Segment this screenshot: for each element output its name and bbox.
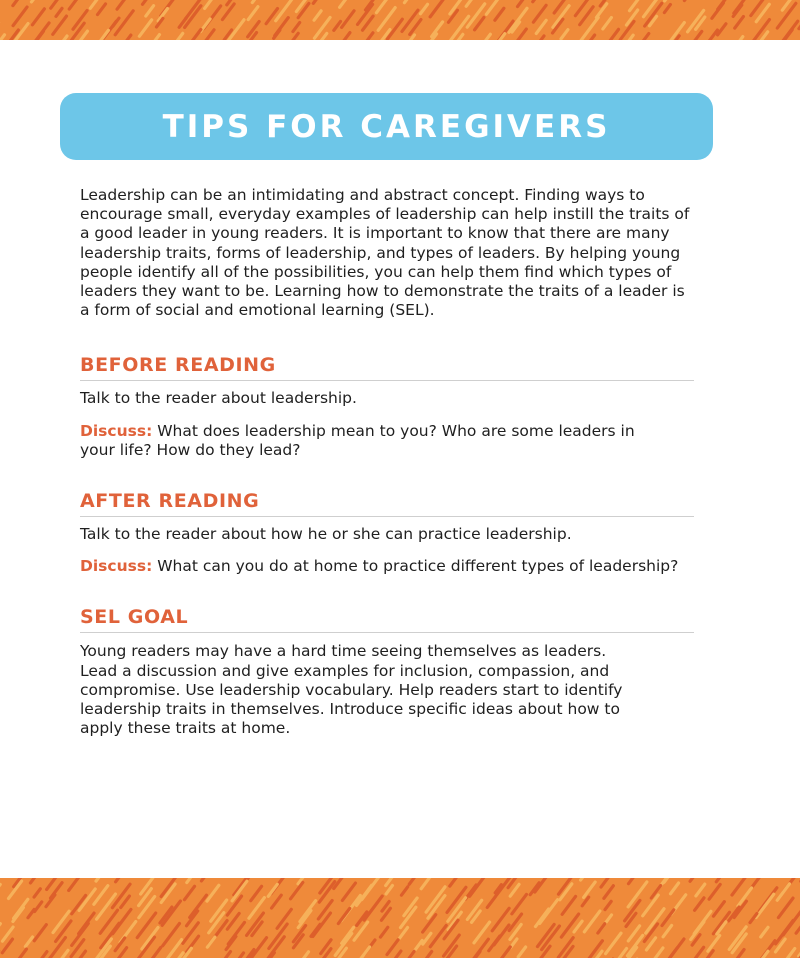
- stripe-dash: [201, 878, 208, 881]
- stripe-dash: [757, 951, 768, 958]
- stripe-dash: [248, 7, 258, 20]
- discuss-text: What does leadership mean to you? Who are some leaders in your life? How do they lead?: [80, 421, 635, 459]
- stripe-dash: [734, 37, 742, 40]
- stripe-dash: [472, 34, 490, 40]
- stripe-dash: [410, 20, 421, 35]
- after-reading-heading: AFTER READING: [80, 490, 694, 517]
- stripe-dash: [55, 950, 68, 958]
- stripe-dash: [751, 20, 770, 40]
- stripe-dash: [430, 925, 446, 946]
- stripe-dash: [751, 878, 762, 888]
- stripe-dash: [553, 926, 559, 934]
- stripe-dash: [475, 17, 484, 29]
- stripe-dash: [664, 5, 670, 13]
- stripe-dash: [584, 911, 600, 932]
- stripe-dash: [665, 0, 671, 1]
- stripe-dash: [489, 936, 500, 951]
- bottom-stripe-pattern: [0, 878, 800, 958]
- before-reading-section: [80, 354, 694, 460]
- stripe-dash: [708, 935, 720, 951]
- stripe-dash: [709, 884, 720, 899]
- stripe-dash: [386, 878, 397, 886]
- stripe-dash: [380, 927, 387, 937]
- before-reading-discuss: [80, 422, 694, 460]
- stripe-dash: [510, 884, 519, 896]
- stripe-dash: [581, 878, 590, 880]
- stripe-dash: [118, 35, 131, 40]
- stripe-dash: [400, 35, 415, 40]
- stripe-dash: [780, 21, 798, 40]
- stripe-dash: [512, 894, 527, 913]
- stripe-dash: [716, 878, 724, 882]
- stripe-dash: [533, 0, 539, 2]
- stripe-dash: [359, 947, 369, 958]
- stripe-dash: [33, 31, 43, 40]
- stripe-dash: [694, 947, 703, 958]
- stripe-dash: [423, 933, 431, 944]
- stripe-dash: [518, 0, 530, 7]
- stripe-dash: [300, 901, 316, 922]
- stripe-dash: [342, 883, 355, 900]
- stripe-dash: [574, 921, 582, 932]
- stripe-dash: [34, 925, 46, 941]
- before-reading-text: Talk to the reader about leadership.: [80, 389, 357, 408]
- stripe-dash: [430, 0, 449, 17]
- stripe-dash: [684, 0, 692, 1]
- after-reading-section: [80, 490, 694, 576]
- stripe-dash: [69, 0, 79, 9]
- stripe-dash: [421, 878, 431, 889]
- stripe-dash: [670, 883, 678, 894]
- stripe-dash: [561, 914, 578, 937]
- stripe-dash: [69, 878, 83, 890]
- stripe-dash: [713, 902, 724, 917]
- stripe-dash: [49, 36, 67, 40]
- content-area: [80, 186, 694, 738]
- sel-goal-section: [80, 606, 694, 738]
- stripe-dash: [604, 29, 619, 40]
- before-reading-heading: BEFORE READING: [80, 354, 694, 381]
- stripe-dash: [207, 885, 219, 901]
- stripe-dash: [314, 17, 330, 38]
- stripe-dash: [495, 8, 504, 20]
- stripe-dash: [364, 33, 373, 40]
- stripe-dash: [409, 878, 421, 884]
- stripe-dash: [536, 20, 546, 33]
- stripe-dash: [143, 35, 159, 40]
- stripe-dash: [340, 0, 349, 7]
- stripe-dash: [190, 895, 207, 917]
- stripe-dash: [533, 5, 546, 22]
- stripe-dash: [294, 952, 308, 958]
- stripe-dash: [32, 9, 44, 25]
- discuss-label: Discuss:: [80, 557, 153, 576]
- stripe-dash: [470, 878, 486, 896]
- stripe-dash: [695, 898, 704, 910]
- stripe-dash: [164, 33, 183, 40]
- stripe-dash: [668, 948, 677, 958]
- stripe-dash: [13, 7, 27, 26]
- stripe-dash: [779, 949, 795, 958]
- stripe-dash: [115, 938, 125, 951]
- stripe-dash: [272, 895, 282, 908]
- stripe-dash: [137, 937, 155, 958]
- stripe-dash: [487, 897, 495, 908]
- stripe-dash: [712, 3, 723, 18]
- stripe-dash: [25, 937, 32, 947]
- stripe-dash: [313, 0, 321, 3]
- stripe-dash: [227, 20, 244, 40]
- stripe-dash: [207, 937, 215, 947]
- stripe-dash: [31, 0, 39, 2]
- stripe-dash: [598, 924, 605, 933]
- stripe-dash: [376, 0, 387, 13]
- stripe-dash: [0, 35, 5, 40]
- stripe-dash: [139, 20, 151, 36]
- stripe-dash: [760, 941, 775, 958]
- stripe-dash: [13, 0, 24, 6]
- stripe-dash: [212, 952, 230, 958]
- stripe-dash: [364, 896, 382, 920]
- title-banner: [60, 93, 713, 160]
- intro-paragraph: Leadership can be an intimidating and abstract concept. Finding ways to encourage small, everyday examples of leadership can help instill the traits of a good leader in young readers. It is important to know that there are many leadership traits, forms of leadership, and types of leaders. By helping young people identify all of the possibilities, you can help them find which types of leaders they want to be. Learning how to demonstrate the traits of a leader is a form of social and emotional learning (SEL).: [80, 186, 690, 320]
- after-reading-text: Talk to the reader about how he or she can practice leadership.: [80, 525, 572, 544]
- sel-goal-text: Young readers may have a hard time seeing themselves as leaders. Lead a discussion and give examples for inclusion, compassion, and compromise. Use leadership vocabulary. Help readers start to identify leadership traits in themselves. Introduce specific ideas about how to apply these traits at home.: [80, 642, 623, 738]
- stripe-dash: [8, 949, 26, 958]
- stripe-dash: [229, 953, 244, 958]
- stripe-dash: [204, 30, 214, 40]
- stripe-dash: [420, 951, 432, 958]
- stripe-dash: [115, 11, 133, 35]
- stripe-dash: [535, 909, 548, 926]
- stripe-dash: [735, 17, 744, 29]
- stripe-dash: [90, 0, 98, 8]
- stripe-dash: [30, 878, 38, 883]
- stripe-dash: [605, 901, 611, 909]
- stripe-dash: [663, 925, 672, 936]
- stripe-dash: [420, 4, 427, 13]
- stripe-dash: [342, 11, 354, 28]
- stripe-dash: [189, 30, 201, 40]
- stripe-dash: [777, 884, 789, 900]
- stripe-dash: [401, 887, 407, 895]
- stripe-dash: [387, 940, 398, 955]
- stripe-dash: [444, 920, 458, 939]
- stripe-dash: [121, 896, 130, 908]
- stripe-dash: [693, 31, 702, 40]
- stripe-dash: [696, 884, 705, 896]
- stripe-dash: [404, 0, 411, 3]
- discuss-label: Discuss:: [80, 421, 153, 440]
- stripe-dash: [56, 8, 62, 16]
- stripe-dash: [268, 884, 277, 896]
- stripe-dash: [184, 886, 194, 899]
- stripe-dash: [35, 902, 42, 912]
- stripe-dash: [98, 4, 106, 15]
- stripe-dash: [664, 878, 674, 882]
- stripe-dash: [561, 30, 568, 39]
- stripe-dash: [289, 33, 299, 40]
- stripe-dash: [53, 16, 67, 34]
- stripe-dash: [761, 927, 768, 937]
- stripe-dash: [707, 30, 718, 40]
- stripe-dash: [628, 926, 639, 941]
- stripe-dash: [646, 938, 655, 950]
- stripe-dash: [778, 898, 793, 917]
- stripe-dash: [118, 948, 127, 958]
- sel-goal-heading: SEL GOAL: [80, 606, 694, 633]
- stripe-dash: [662, 910, 674, 926]
- stripe-dash: [486, 0, 498, 14]
- stripe-dash: [604, 886, 613, 899]
- stripe-dash: [34, 889, 40, 897]
- stripe-dash: [33, 952, 46, 958]
- stripe-dash: [116, 878, 126, 882]
- stripe-dash: [334, 21, 341, 30]
- top-stripe-pattern: [0, 0, 800, 40]
- stripe-dash: [450, 878, 458, 886]
- stripe-dash: [648, 948, 663, 958]
- stripe-dash: [378, 8, 395, 31]
- after-reading-discuss: [80, 557, 694, 576]
- stripe-dash: [252, 0, 261, 3]
- stripe-dash: [642, 34, 649, 40]
- stripe-dash: [314, 11, 321, 20]
- stripe-dash: [629, 878, 640, 884]
- stripe-dash: [222, 4, 234, 20]
- stripe-dash: [584, 882, 596, 897]
- stripe-dash: [293, 23, 300, 32]
- top-decorative-band: [0, 0, 800, 40]
- stripe-dash: [630, 0, 641, 11]
- stripe-dash: [386, 885, 392, 894]
- stripe-dash: [187, 878, 196, 883]
- bottom-decorative-band: [0, 878, 800, 958]
- stripe-dash: [338, 908, 349, 923]
- stripe-dash: [606, 933, 621, 954]
- stripe-dash: [496, 947, 510, 958]
- stripe-dash: [205, 0, 216, 8]
- stripe-dash: [537, 36, 544, 40]
- stripe-dash: [117, 0, 130, 9]
- stripe-dash: [251, 886, 262, 900]
- stripe-dash: [518, 947, 525, 957]
- stripe-dash: [276, 0, 294, 21]
- stripe-dash: [336, 33, 350, 40]
- stripe-dash: [690, 878, 696, 881]
- stripe-dash: [162, 901, 180, 925]
- stripe-dash: [143, 0, 150, 4]
- stripe-dash: [146, 6, 154, 16]
- page-title: TIPS FOR CAREGIVERS: [162, 108, 611, 145]
- stripe-dash: [291, 882, 303, 898]
- discuss-text: What can you do at home to practice different types of leadership?: [152, 557, 679, 576]
- stripe-dash: [227, 913, 239, 929]
- stripe-dash: [603, 18, 612, 29]
- stripe-dash: [466, 0, 474, 6]
- stripe-dash: [756, 894, 774, 917]
- stripe-dash: [562, 896, 575, 914]
- stripe-dash: [96, 878, 103, 881]
- stripe-dash: [163, 923, 180, 945]
- stripe-dash: [28, 909, 34, 917]
